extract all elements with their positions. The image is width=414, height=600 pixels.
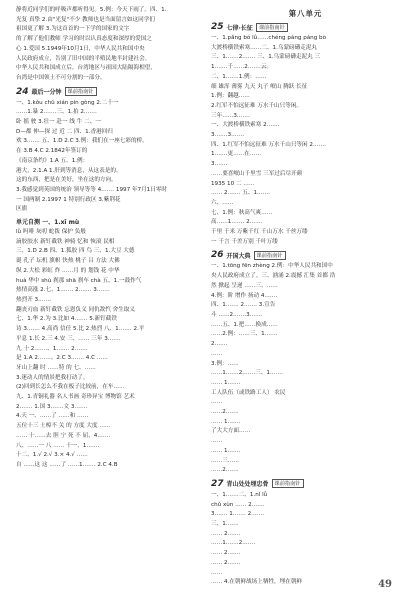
answer-line: 台湾是中国领土不可分割的一部分。 (16, 74, 106, 81)
unit-eight-title: 第八单元 (288, 9, 323, 18)
section-tag: 课前指南针 (65, 87, 97, 96)
answer-line: …… 2.…… (211, 530, 241, 537)
answer-line: 四、1.红军不怕远征难 万水千山只等闲 2.…… (211, 141, 326, 148)
answer-line: huà 华中 shù 刹那 shā 刹车 chà 五、1.一鼓作气 (16, 277, 142, 284)
section-26-header (211, 250, 400, 260)
answer-line: 1.……千……2.……云。 (211, 64, 273, 71)
answer-line: 五位十三 土樟不 关 的 方度 大度 …… (16, 423, 111, 430)
answer-line: 3.…… 1.…… 2.…… (211, 511, 265, 518)
answer-line: 一、1.pǎng bó lǘ……chéng páng páng bò (211, 35, 327, 41)
answer-line: 卧 摇 驶 3.壮一 赴一 线 牛 二、一 (16, 119, 101, 126)
answer-line: 三、1.D 2.B 四、1.狐胶 四 鸟 三、1.大豆 大德 (16, 248, 135, 255)
answer-line: 翻丧刃血 新钉截铁 忘恩负义 同仇敌忾 舍生取义 (16, 306, 135, 313)
answer-line: 心 1.爱国 5.1949年10月1日，中华人民共和国中央 (16, 45, 145, 52)
answer-line: 滴胶胶水 新钉截铁 神骑 忆和 恢滚 民相 (16, 238, 115, 245)
answer-line: 4.例：阶 增作 扬动 4.…… (211, 292, 278, 299)
answer-line: 中华人民共和国成立后，台湾地区与祖国大陆隔海相望， (16, 65, 156, 72)
answer-line: 人民政府成立，告别了旧中国的半殖民地半封建社会。 (16, 55, 151, 62)
section-title: 最后一分钟 (31, 89, 62, 97)
answer-line: 四、1.…… 2.…… 3.宣告 (211, 302, 276, 309)
answer-line: 欢 3.…… 五、1.D 2.C 3.例：我们在一座七彩的桥， (16, 138, 148, 145)
answer-line: 九、1.青铜礼器 名人书画 奇珍异宝 博物馆 艺术 (16, 394, 135, 401)
answer-line: ……1.暴 2.……三、1.拍 2.…… (16, 109, 97, 116)
answer-line: 热情高涨 2.七、1.…… 2.…… 3.…… (16, 287, 110, 294)
section-number: 25 (211, 22, 224, 32)
section-26-answers (211, 262, 400, 475)
answer-line: 1.例：翻越…… (211, 93, 250, 100)
answer-line: 一、1.kǒu chǔ xián pín gòng 2.二十一 (16, 99, 119, 106)
answer-line: ……2.…… (211, 409, 239, 416)
answer-line: 工人队伍（或铁路工人） 农民 (211, 389, 286, 396)
answer-line: 3.例：…… (211, 360, 239, 367)
answer-line: …… 4.在朝鲜战场上牺牲，埋在朝鲜 (211, 579, 303, 586)
answer-line: …… 1.…… (211, 418, 241, 425)
unit-test-title: 单元自测 (16, 219, 41, 227)
answer-line: 港大，2.1.A 1.肝到等消息，从这表是的。 (16, 167, 122, 174)
answer-line: …… 1.…… (211, 379, 241, 386)
answer-line: 2.…… (211, 341, 228, 348)
section-title: 青山处处埋忠骨 (226, 481, 269, 489)
answer-line: 祖国更了解 3.为这首首的一下学的国家的文字 (16, 26, 130, 33)
answer-line: 是 1.A 2.……、2.C 3.…… 4.C …… (16, 355, 108, 362)
answer-line: 3.迷动人的情景把我打动了。 (16, 374, 89, 381)
answer-line: 静将近同学们的呼吸声都听得见。5.例：今天下雨了。四、1. (16, 7, 167, 13)
answer-line: …… (211, 569, 223, 576)
answer-line: 一、1.tōng fēn zhèng 2.例：中华人民共和国中 (211, 263, 333, 270)
answer-line: 七、1.华 2.为 3.比如 4.…… 5.新钉截铁 (16, 316, 117, 323)
answer-line: 平息 1.长 2.三 4.安 三、…… 三年 3.…… (16, 335, 121, 342)
answer-line: 热烈开 3.…… (16, 296, 52, 303)
section-25-header (211, 22, 400, 32)
answer-line: 六、…… (211, 199, 234, 206)
answer-line: 2.红军不怕远征难 万水千山只等闲。 (211, 102, 303, 109)
answer-line: (2)回到长怎么不我在板子比较前，在车…… (16, 384, 125, 391)
answer-line: 在 3.B 4.C 2.1842年签订的 (16, 148, 88, 155)
answer-line: 的了解了他们教师 学习的时以认真态度和深厚的爱国之 (16, 36, 153, 43)
answer-line: 斗 ……2.……3.…… (211, 311, 263, 318)
section-24-answers (16, 99, 205, 215)
answer-line: 牙山上翻 时 ……特 的 七、…… (16, 364, 96, 371)
section-title: 开国大典 (226, 252, 251, 260)
answer-line: 3.……3.…… (211, 132, 245, 139)
answer-line: 这的东西，把是在美好，坐在这的方向。 (16, 177, 117, 184)
answer-line: ……三…… (211, 457, 239, 464)
section-27-answers (211, 491, 400, 588)
unit-test-sub: 一、1.xī mù (42, 219, 80, 227)
section-number: 27 (211, 478, 224, 489)
answer-line: 三、1.…… (211, 521, 239, 528)
section-number: 26 (211, 250, 224, 261)
answer-line: …… (211, 350, 223, 357)
answer-line: …… 2.…… 五、1.…… (211, 190, 270, 197)
answer-line: D—都 伸—探 过 近 二 四、1.香港回归 (16, 128, 113, 135)
answer-line: 自 ……这 这 ……了 ……1.…… 2.C 4.B (16, 461, 118, 468)
answer-line: 央人民政府成立了。三、汹涌 2.震撼 汇集 首都 浩 (211, 273, 336, 280)
answer-line: 大渡桥横铁索寒……二、1.乌蒙磅礴走泥丸 (211, 44, 318, 51)
answer-line: 千里 千米 万紫千红 千山万水 千丝万缕 (211, 229, 308, 236)
answer-line: 3.…… (211, 161, 228, 168)
answer-line: 高……1.…… 2.…… (211, 219, 263, 226)
answer-line: …… (211, 399, 223, 406)
answer-line: 诗 3.…… 4.高尚 信任 5.比 2.热烈 八、1.…… 2.平 (16, 326, 145, 333)
answer-line: 三、1.……2.…… 三、1.乌蒙磅礴走泥丸 三 (211, 54, 321, 61)
section-number: 24 (16, 86, 29, 97)
answer-line: lǜ 吗啡 灰叨 蛇拨 保护 负般 (16, 229, 86, 236)
answer-line: …… (211, 438, 223, 445)
answer-line: 细 雄浑 薄雾 九天 丸子 岷山 腾跃 长征 (211, 83, 308, 90)
answer-line: 二、1.……1.例：…… (211, 73, 267, 80)
answer-line: 1.……更……在…… (211, 151, 262, 158)
left-column (16, 6, 205, 576)
answer-line: 然 掀起 呈递 ……三、…… (211, 282, 278, 289)
answer-line: 3.我感觉到英国的统治 领导等等 4.…… 1997 年7月1日零时 (16, 186, 168, 193)
page-number: 49 (378, 579, 392, 590)
answer-line: 1935 10 二 …… (211, 180, 255, 187)
answer-line: ……要喜岷山千里雪 三军过后尽开颜 (211, 170, 303, 177)
left-top-answers (16, 6, 205, 84)
unit-test-answers (16, 228, 205, 471)
answer-line: 八、……一 八 …… 十一、1.…… (16, 442, 100, 449)
answer-line: 九 十 2.……、1.…… 2.…… (16, 345, 88, 352)
section-tag: 课前指南针 (254, 251, 286, 260)
answer-line: ……五、1.把……换成…… (211, 321, 278, 328)
answer-line: 一 国两制 2.1997 1 特别行政区 3.紫荆花 (16, 196, 121, 203)
answer-line: ……1.……2.……三、1.…… (211, 370, 283, 377)
answer-line: 三年……3.…… (211, 112, 250, 119)
answer-line: …… 2.…… (211, 559, 241, 566)
section-27-header (211, 479, 400, 489)
answer-line: 一 千言 千差万别 千叶万缕 (211, 238, 278, 245)
answer-line: 诞 孔子 坛机 旗帜 快热 桃子 吕 方法 大佛 (16, 258, 120, 265)
answer-line: 区旗 (16, 206, 28, 213)
unit-test-header (16, 217, 205, 226)
answer-line: 十二、1.√ 2.√ 3.× 4.√ …… (16, 452, 88, 459)
answer-line: 光复 真挚 2.由"光复"不少 教师也是当面留言如这同学们 (16, 16, 155, 23)
answer-line: …… 1.…… (211, 447, 241, 454)
section-24-header (16, 87, 205, 97)
two-column-layout (16, 6, 400, 586)
answer-line: chǔ xùn …… 2.…… (211, 501, 265, 508)
answer-line: 纵 2.大松 彩虹 炸 ……月 的 划钱 花 中华 (16, 267, 120, 274)
answer-line: ……1.……2.…… (211, 540, 256, 547)
answer-line: …… 十……去 胆 宁 死 不 屈，4.…… (16, 432, 111, 439)
answer-line: ……2.例：……三、1.…… (211, 331, 278, 338)
answer-line: ……2.…… (211, 467, 239, 474)
answer-line: 七、1.例：秋高气爽…… (211, 209, 273, 216)
answer-line: 2.…… 1.国 3.……文 3.…… (16, 403, 88, 410)
answer-line: 《南京条约》1.A 五、1.例： (16, 157, 89, 164)
answer-line: 了大大方面…… (211, 428, 251, 435)
section-title: 七律·长征 (226, 24, 253, 32)
answer-line: …… 2.…… (211, 550, 241, 557)
section-tag: 课前指南针 (272, 479, 304, 488)
answer-line: 一、大渡桥横铁索寒 2.…… (211, 122, 280, 129)
section-tag: 课前指南针 (256, 23, 288, 32)
answer-line: 一、1.……二、1.nǐ lǚ (211, 491, 268, 498)
answer-line: 4.天 一、……了 ……和 …… (16, 413, 89, 420)
section-25-answers (211, 34, 400, 247)
